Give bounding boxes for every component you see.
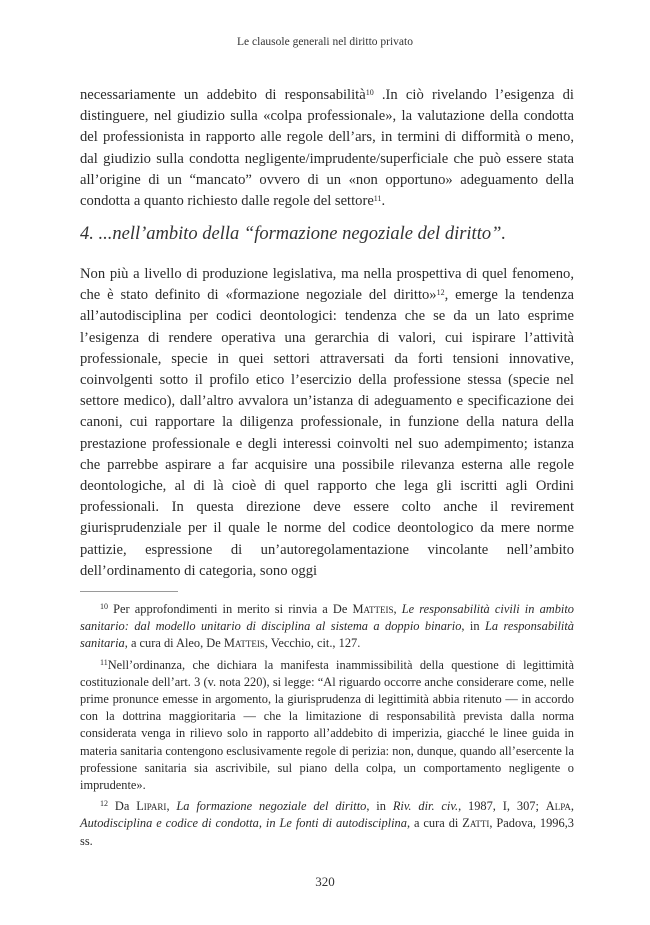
footnote-separator [80,591,178,592]
paragraph-2: Non più a livello di produzione legislativa, ma nella prospettiva di quel fenomeno, che è stato definito di «formazione negoziale del diritto»$^{12}$, emerge la tendenza all’autodisciplina per codici deontologici: tendenza che se da un lato esprime l’esigenza di rendere operativa una gerarchia di valori, cui ispirare l’attività professionale, specie in quei settori attraversati da forti tensioni innovative, coinvolgenti sotto il profilo etico l’esercizio della professione stessa (specie nel settore medico), dall’altro avvalora un’istanza di adeguamento e specificazione dei canoni, cui rapportare la diligenza professionale, in funzione della natura della prestazione professionale e degli interessi coinvolti nel suo adempimento; istanza che parrebbe aspirare a far acquisire una possibile rilevanza esterna alle regole deontologiche, al di là cioè di quel rapporto che lega gli iscritti agli Ordini professionali. In questa direzione deve essere colto anche il revirement giurisprudenziale per il quale le norme del codice deontologico da mere norme pattizie, espressione di un’autoregolamentazione vincolante nell’ambito dell’ordinamento di categoria, sono oggi [80,266,574,579]
footnote-ref-11[interactable]: 11 [373,194,382,204]
footnote-ref-10[interactable]: 10 [365,88,374,97]
paragraph-1: necessariamente un addebito di responsabilità$^{10}$ .In ciò rivelando l’esigenza di distinguere, nel giudizio sulla «colpa professionale», la valutazione della condotta del professionista in rapporto alle regole dell’ars, in termini di difformità o meno, dal giudizio sulla condotta negligente/imprudente/superficiale che può essere stata all’origine di un “mancato” ovvero di un «non opportuno» adeguamento della condotta a quanto richiesto dalle regole del settore$^{11}$. [80,87,574,210]
footnote-12: $^{12}$ Da Lipari, La formazione negoziale del diritto, in Riv. dir. civ., 1987, I, 307; Alpa, Autodisciplina e codice di condotta, in Le fonti di autodisciplina, a cura di Zatti, Padova, 1996,3 ss. [80,799,574,848]
footnote-10: $^{10}$ Per approfondimenti in merito si rinvia a De Matteis, Le responsabilità civili in ambito sanitario: dal modello unitario di disciplina al sistema a doppio binario, in La responsabilità sanitaria, a cura di Aleo, De Matteis, Vecchio, cit., 127. [80,602,575,651]
footnotes [80,601,574,854]
footnote-11: $^{11}$Nell’ordinanza, che dichiara la manifesta inammissibilità della questione di legittimità costituzionale dell’art. 3 (v. nota 220), si legge: “Al riguardo occorre anche considerare come, nelle prime pronunce emesse in argomento, la giurisprudenza di legittimità abbia ritenuto — in accordo con la dottrina maggioritaria — che la limitazione di responsabilità prevista dalla norma considerata venga in rilievo solo in rapporto all’addebito di imperizia, giacché le linee guida in materia sanitaria contengono esclusivamente regole di perizia: non, dunque, quando all’esercente la professione sanitaria sia ascrivibile, sul piano della colpa, un comportamento negligente o imprudente». [80,657,574,793]
section-heading: 4. ...nell’ambito della “formazione negoziale del diritto”. [80,224,506,244]
page-number: 320 [315,874,335,889]
footnote-ref-12[interactable]: 12 [436,288,445,298]
running-head: Le clausole generali nel diritto privato [237,36,413,48]
